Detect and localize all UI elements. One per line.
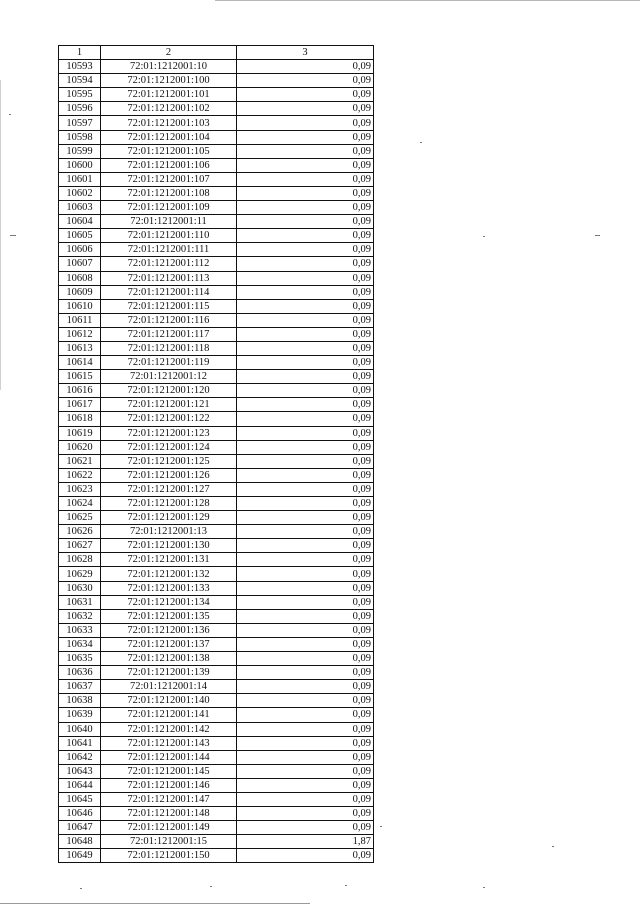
row-number-cell: 10636 bbox=[59, 666, 101, 680]
column-header-3: 3 bbox=[237, 46, 374, 60]
cadastral-number-cell: 72:01:1212001:147 bbox=[101, 792, 237, 806]
row-number-cell: 10647 bbox=[59, 821, 101, 835]
cadastral-number-cell: 72:01:1212001:12 bbox=[101, 370, 237, 384]
cadastral-number-cell: 72:01:1212001:143 bbox=[101, 736, 237, 750]
value-cell: 1,87 bbox=[237, 835, 374, 849]
row-number-cell: 10622 bbox=[59, 468, 101, 482]
row-number-cell: 10594 bbox=[59, 74, 101, 88]
table-row bbox=[59, 398, 374, 412]
value-cell: 0,09 bbox=[237, 257, 374, 271]
scan-speck bbox=[380, 826, 382, 827]
table-row bbox=[59, 327, 374, 341]
value-cell: 0,09 bbox=[237, 666, 374, 680]
row-number-cell: 10635 bbox=[59, 652, 101, 666]
row-number-cell: 10625 bbox=[59, 511, 101, 525]
table-row bbox=[59, 778, 374, 792]
value-cell: 0,09 bbox=[237, 511, 374, 525]
value-cell: 0,09 bbox=[237, 440, 374, 454]
cadastral-number-cell: 72:01:1212001:120 bbox=[101, 384, 237, 398]
cadastral-number-cell: 72:01:1212001:130 bbox=[101, 539, 237, 553]
cadastral-number-cell: 72:01:1212001:116 bbox=[101, 313, 237, 327]
cadastral-number-cell: 72:01:1212001:108 bbox=[101, 186, 237, 200]
value-cell: 0,09 bbox=[237, 201, 374, 215]
cadastral-number-cell: 72:01:1212001:131 bbox=[101, 553, 237, 567]
cadastral-number-cell: 72:01:1212001:15 bbox=[101, 835, 237, 849]
row-number-cell: 10606 bbox=[59, 243, 101, 257]
cadastral-number-cell: 72:01:1212001:133 bbox=[101, 581, 237, 595]
row-number-cell: 10600 bbox=[59, 158, 101, 172]
row-number-cell: 10595 bbox=[59, 88, 101, 102]
value-cell: 0,09 bbox=[237, 722, 374, 736]
table-row bbox=[59, 370, 374, 384]
row-number-cell: 10631 bbox=[59, 595, 101, 609]
value-cell: 0,09 bbox=[237, 581, 374, 595]
cadastral-number-cell: 72:01:1212001:138 bbox=[101, 652, 237, 666]
table-row bbox=[59, 341, 374, 355]
scan-speck bbox=[10, 235, 16, 236]
table-row bbox=[59, 313, 374, 327]
cadastral-number-cell: 72:01:1212001:113 bbox=[101, 271, 237, 285]
table-row bbox=[59, 384, 374, 398]
value-cell: 0,09 bbox=[237, 539, 374, 553]
table-row bbox=[59, 835, 374, 849]
scan-speck bbox=[483, 887, 485, 888]
row-number-cell: 10615 bbox=[59, 370, 101, 384]
value-cell: 0,09 bbox=[237, 553, 374, 567]
row-number-cell: 10638 bbox=[59, 694, 101, 708]
table-row bbox=[59, 130, 374, 144]
row-number-cell: 10610 bbox=[59, 299, 101, 313]
table-row bbox=[59, 158, 374, 172]
cadastral-number-cell: 72:01:1212001:137 bbox=[101, 637, 237, 651]
cadastral-number-cell: 72:01:1212001:10 bbox=[101, 60, 237, 74]
table-row bbox=[59, 356, 374, 370]
table-row bbox=[59, 694, 374, 708]
table-row bbox=[59, 750, 374, 764]
cadastral-number-cell: 72:01:1212001:125 bbox=[101, 454, 237, 468]
cadastral-number-cell: 72:01:1212001:100 bbox=[101, 74, 237, 88]
cadastral-number-cell: 72:01:1212001:140 bbox=[101, 694, 237, 708]
row-number-cell: 10646 bbox=[59, 807, 101, 821]
cadastral-number-cell: 72:01:1212001:122 bbox=[101, 412, 237, 426]
header-row bbox=[59, 46, 374, 60]
row-number-cell: 10649 bbox=[59, 849, 101, 863]
value-cell: 0,09 bbox=[237, 299, 374, 313]
value-cell: 0,09 bbox=[237, 116, 374, 130]
value-cell: 0,09 bbox=[237, 60, 374, 74]
table-row bbox=[59, 285, 374, 299]
value-cell: 0,09 bbox=[237, 525, 374, 539]
value-cell: 0,09 bbox=[237, 130, 374, 144]
table-row bbox=[59, 553, 374, 567]
table-row bbox=[59, 764, 374, 778]
row-number-cell: 10599 bbox=[59, 144, 101, 158]
scan-speck bbox=[483, 236, 485, 237]
table-row bbox=[59, 792, 374, 806]
column-header-1: 1 bbox=[59, 46, 101, 60]
value-cell: 0,09 bbox=[237, 102, 374, 116]
cadastral-number-cell: 72:01:1212001:103 bbox=[101, 116, 237, 130]
table-row bbox=[59, 581, 374, 595]
table-row bbox=[59, 736, 374, 750]
table-row bbox=[59, 215, 374, 229]
row-number-cell: 10618 bbox=[59, 412, 101, 426]
cadastral-number-cell: 72:01:1212001:149 bbox=[101, 821, 237, 835]
table-row bbox=[59, 172, 374, 186]
cadastral-number-cell: 72:01:1212001:141 bbox=[101, 708, 237, 722]
value-cell: 0,09 bbox=[237, 327, 374, 341]
cadastral-number-cell: 72:01:1212001:148 bbox=[101, 807, 237, 821]
row-number-cell: 10604 bbox=[59, 215, 101, 229]
row-number-cell: 10628 bbox=[59, 553, 101, 567]
value-cell: 0,09 bbox=[237, 764, 374, 778]
bottom-scan-rule bbox=[0, 903, 310, 904]
value-cell: 0,09 bbox=[237, 384, 374, 398]
value-cell: 0,09 bbox=[237, 356, 374, 370]
table-row bbox=[59, 637, 374, 651]
value-cell: 0,09 bbox=[237, 271, 374, 285]
row-number-cell: 10601 bbox=[59, 172, 101, 186]
cadastral-number-cell: 72:01:1212001:118 bbox=[101, 341, 237, 355]
value-cell: 0,09 bbox=[237, 680, 374, 694]
row-number-cell: 10619 bbox=[59, 426, 101, 440]
table-row bbox=[59, 807, 374, 821]
cadastral-number-cell: 72:01:1212001:128 bbox=[101, 497, 237, 511]
value-cell: 0,09 bbox=[237, 88, 374, 102]
column-header-2: 2 bbox=[101, 46, 237, 60]
row-number-cell: 10639 bbox=[59, 708, 101, 722]
table-row bbox=[59, 680, 374, 694]
row-number-cell: 10629 bbox=[59, 567, 101, 581]
cadastral-number-cell: 72:01:1212001:14 bbox=[101, 680, 237, 694]
table-row bbox=[59, 511, 374, 525]
row-number-cell: 10645 bbox=[59, 792, 101, 806]
value-cell: 0,09 bbox=[237, 144, 374, 158]
row-number-cell: 10607 bbox=[59, 257, 101, 271]
value-cell: 0,09 bbox=[237, 398, 374, 412]
cadastral-number-cell: 72:01:1212001:101 bbox=[101, 88, 237, 102]
cadastral-number-cell: 72:01:1212001:139 bbox=[101, 666, 237, 680]
row-number-cell: 10633 bbox=[59, 623, 101, 637]
scan-speck bbox=[552, 846, 554, 847]
row-number-cell: 10616 bbox=[59, 384, 101, 398]
row-number-cell: 10623 bbox=[59, 482, 101, 496]
value-cell: 0,09 bbox=[237, 285, 374, 299]
value-cell: 0,09 bbox=[237, 694, 374, 708]
value-cell: 0,09 bbox=[237, 172, 374, 186]
cadastral-number-cell: 72:01:1212001:102 bbox=[101, 102, 237, 116]
value-cell: 0,09 bbox=[237, 778, 374, 792]
row-number-cell: 10614 bbox=[59, 356, 101, 370]
table-row bbox=[59, 271, 374, 285]
value-cell: 0,09 bbox=[237, 313, 374, 327]
value-cell: 0,09 bbox=[237, 595, 374, 609]
table-row bbox=[59, 440, 374, 454]
cadastral-number-cell: 72:01:1212001:132 bbox=[101, 567, 237, 581]
value-cell: 0,09 bbox=[237, 215, 374, 229]
table-row bbox=[59, 821, 374, 835]
value-cell: 0,09 bbox=[237, 708, 374, 722]
cadastral-number-cell: 72:01:1212001:11 bbox=[101, 215, 237, 229]
value-cell: 0,09 bbox=[237, 243, 374, 257]
value-cell: 0,09 bbox=[237, 637, 374, 651]
row-number-cell: 10609 bbox=[59, 285, 101, 299]
table-row bbox=[59, 74, 374, 88]
table-row bbox=[59, 412, 374, 426]
cadastral-number-cell: 72:01:1212001:112 bbox=[101, 257, 237, 271]
value-cell: 0,09 bbox=[237, 426, 374, 440]
value-cell: 0,09 bbox=[237, 341, 374, 355]
value-cell: 0,09 bbox=[237, 623, 374, 637]
cadastral-number-cell: 72:01:1212001:117 bbox=[101, 327, 237, 341]
row-number-cell: 10632 bbox=[59, 609, 101, 623]
row-number-cell: 10597 bbox=[59, 116, 101, 130]
table-row bbox=[59, 722, 374, 736]
value-cell: 0,09 bbox=[237, 792, 374, 806]
value-cell: 0,09 bbox=[237, 497, 374, 511]
table-body bbox=[59, 60, 374, 863]
cadastral-number-cell: 72:01:1212001:145 bbox=[101, 764, 237, 778]
table-row bbox=[59, 88, 374, 102]
cadastral-number-cell: 72:01:1212001:142 bbox=[101, 722, 237, 736]
cadastral-number-cell: 72:01:1212001:13 bbox=[101, 525, 237, 539]
cadastral-number-cell: 72:01:1212001:109 bbox=[101, 201, 237, 215]
row-number-cell: 10611 bbox=[59, 313, 101, 327]
cadastral-number-cell: 72:01:1212001:114 bbox=[101, 285, 237, 299]
value-cell: 0,09 bbox=[237, 609, 374, 623]
cadastral-number-cell: 72:01:1212001:104 bbox=[101, 130, 237, 144]
row-number-cell: 10612 bbox=[59, 327, 101, 341]
value-cell: 0,09 bbox=[237, 229, 374, 243]
cadastral-number-cell: 72:01:1212001:107 bbox=[101, 172, 237, 186]
row-number-cell: 10598 bbox=[59, 130, 101, 144]
scan-speck bbox=[345, 885, 347, 886]
row-number-cell: 10630 bbox=[59, 581, 101, 595]
table-row bbox=[59, 609, 374, 623]
table-row bbox=[59, 60, 374, 74]
value-cell: 0,09 bbox=[237, 750, 374, 764]
row-number-cell: 10605 bbox=[59, 229, 101, 243]
value-cell: 0,09 bbox=[237, 186, 374, 200]
row-number-cell: 10620 bbox=[59, 440, 101, 454]
table-row bbox=[59, 482, 374, 496]
scan-speck bbox=[80, 888, 82, 889]
row-number-cell: 10641 bbox=[59, 736, 101, 750]
table-row bbox=[59, 652, 374, 666]
scan-speck bbox=[595, 235, 600, 236]
row-number-cell: 10627 bbox=[59, 539, 101, 553]
table-row bbox=[59, 708, 374, 722]
table-row bbox=[59, 525, 374, 539]
table-row bbox=[59, 849, 374, 863]
table-row bbox=[59, 567, 374, 581]
data-table bbox=[58, 45, 374, 863]
cadastral-number-cell: 72:01:1212001:135 bbox=[101, 609, 237, 623]
row-number-cell: 10596 bbox=[59, 102, 101, 116]
row-number-cell: 10637 bbox=[59, 680, 101, 694]
cadastral-number-cell: 72:01:1212001:111 bbox=[101, 243, 237, 257]
row-number-cell: 10624 bbox=[59, 497, 101, 511]
table-row bbox=[59, 102, 374, 116]
left-scan-mark bbox=[0, 80, 1, 390]
cadastral-number-cell: 72:01:1212001:136 bbox=[101, 623, 237, 637]
value-cell: 0,09 bbox=[237, 370, 374, 384]
cadastral-number-cell: 72:01:1212001:110 bbox=[101, 229, 237, 243]
row-number-cell: 10648 bbox=[59, 835, 101, 849]
value-cell: 0,09 bbox=[237, 652, 374, 666]
value-cell: 0,09 bbox=[237, 412, 374, 426]
row-number-cell: 10608 bbox=[59, 271, 101, 285]
row-number-cell: 10613 bbox=[59, 341, 101, 355]
cadastral-number-cell: 72:01:1212001:123 bbox=[101, 426, 237, 440]
table-row bbox=[59, 468, 374, 482]
cadastral-number-cell: 72:01:1212001:134 bbox=[101, 595, 237, 609]
table-row bbox=[59, 229, 374, 243]
scan-speck bbox=[420, 142, 422, 143]
row-number-cell: 10644 bbox=[59, 778, 101, 792]
cadastral-number-cell: 72:01:1212001:105 bbox=[101, 144, 237, 158]
value-cell: 0,09 bbox=[237, 482, 374, 496]
scan-speck bbox=[9, 114, 11, 115]
table-row bbox=[59, 666, 374, 680]
row-number-cell: 10593 bbox=[59, 60, 101, 74]
cadastral-number-cell: 72:01:1212001:106 bbox=[101, 158, 237, 172]
cadastral-number-cell: 72:01:1212001:144 bbox=[101, 750, 237, 764]
cadastral-number-cell: 72:01:1212001:115 bbox=[101, 299, 237, 313]
table-row bbox=[59, 454, 374, 468]
value-cell: 0,09 bbox=[237, 736, 374, 750]
table-row bbox=[59, 299, 374, 313]
value-cell: 0,09 bbox=[237, 74, 374, 88]
cadastral-number-cell: 72:01:1212001:129 bbox=[101, 511, 237, 525]
table-row bbox=[59, 426, 374, 440]
table-row bbox=[59, 186, 374, 200]
table-row bbox=[59, 595, 374, 609]
cadastral-number-cell: 72:01:1212001:126 bbox=[101, 468, 237, 482]
row-number-cell: 10617 bbox=[59, 398, 101, 412]
cadastral-number-cell: 72:01:1212001:127 bbox=[101, 482, 237, 496]
row-number-cell: 10640 bbox=[59, 722, 101, 736]
scan-speck bbox=[210, 886, 212, 887]
value-cell: 0,09 bbox=[237, 849, 374, 863]
row-number-cell: 10643 bbox=[59, 764, 101, 778]
row-number-cell: 10642 bbox=[59, 750, 101, 764]
table-row bbox=[59, 257, 374, 271]
row-number-cell: 10621 bbox=[59, 454, 101, 468]
table-row bbox=[59, 623, 374, 637]
value-cell: 0,09 bbox=[237, 807, 374, 821]
row-number-cell: 10626 bbox=[59, 525, 101, 539]
cadastral-number-cell: 72:01:1212001:121 bbox=[101, 398, 237, 412]
table-row bbox=[59, 201, 374, 215]
row-number-cell: 10634 bbox=[59, 637, 101, 651]
table-row bbox=[59, 243, 374, 257]
value-cell: 0,09 bbox=[237, 158, 374, 172]
value-cell: 0,09 bbox=[237, 454, 374, 468]
cadastral-number-cell: 72:01:1212001:146 bbox=[101, 778, 237, 792]
value-cell: 0,09 bbox=[237, 821, 374, 835]
table-row bbox=[59, 144, 374, 158]
row-number-cell: 10602 bbox=[59, 186, 101, 200]
cadastral-number-cell: 72:01:1212001:150 bbox=[101, 849, 237, 863]
table-row bbox=[59, 539, 374, 553]
cadastral-number-cell: 72:01:1212001:124 bbox=[101, 440, 237, 454]
top-scan-rule bbox=[215, 0, 640, 1]
table-row bbox=[59, 116, 374, 130]
table-row bbox=[59, 497, 374, 511]
value-cell: 0,09 bbox=[237, 468, 374, 482]
row-number-cell: 10603 bbox=[59, 201, 101, 215]
value-cell: 0,09 bbox=[237, 567, 374, 581]
cadastral-number-cell: 72:01:1212001:119 bbox=[101, 356, 237, 370]
